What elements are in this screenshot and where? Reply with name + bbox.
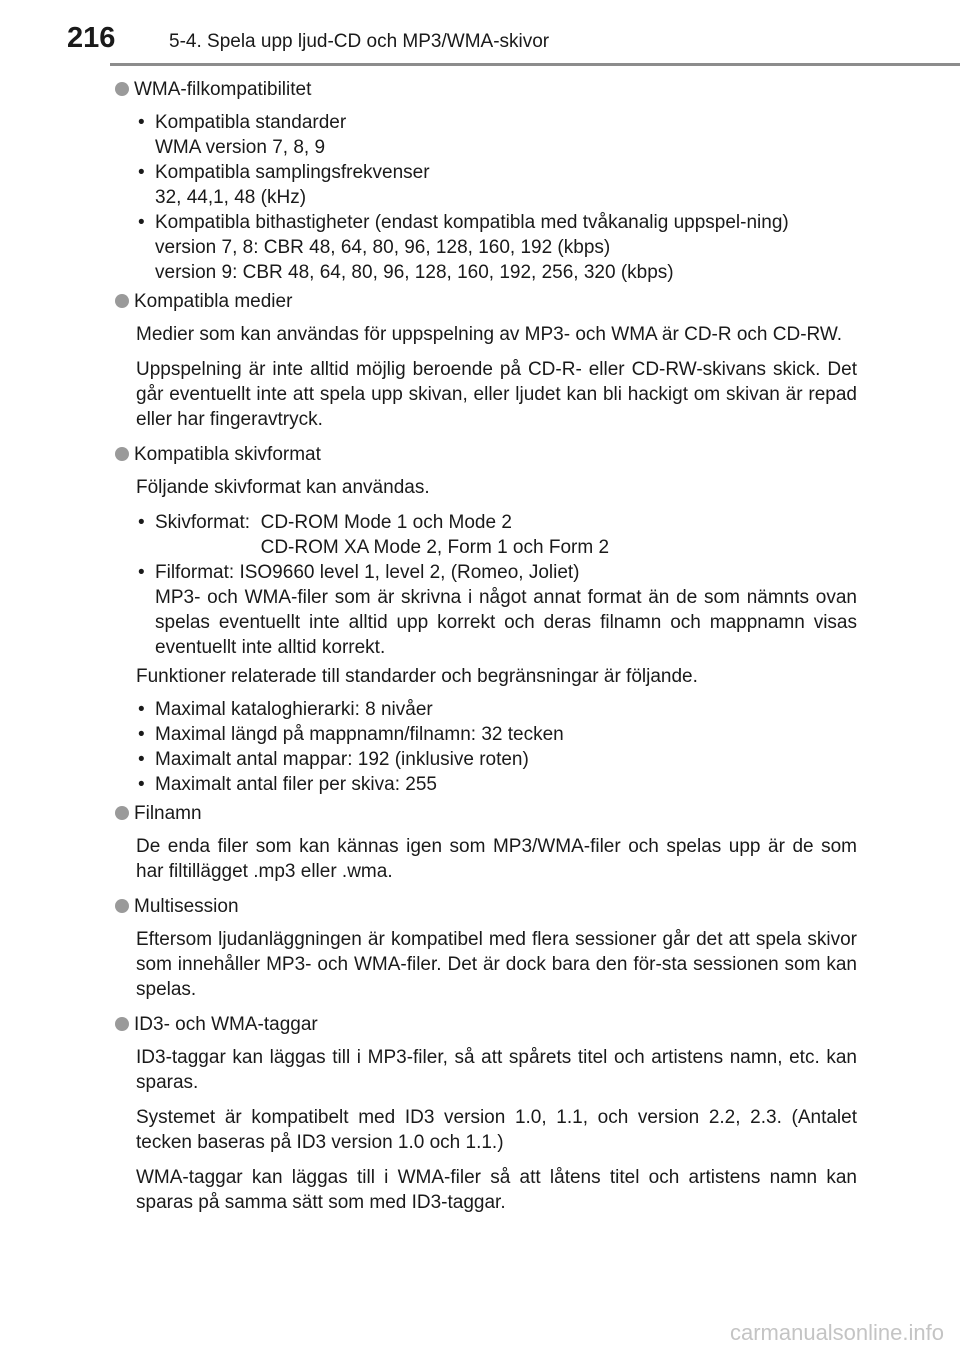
bullet-dot-icon	[115, 82, 129, 96]
section-id3-wma-tags	[112, 1012, 857, 1215]
section-heading: Kompatibla skivformat	[112, 442, 857, 467]
section-heading: Multisession	[112, 894, 857, 919]
bullet-dot-icon	[115, 447, 129, 461]
wma-spec-list	[136, 110, 857, 285]
page-content	[112, 77, 857, 1225]
section-heading: ID3- och WMA-taggar	[112, 1012, 857, 1037]
paragraph: Medier som kan användas för uppspelning av MP3- och WMA är CD-R och CD-RW.	[136, 324, 843, 345]
page-header	[0, 0, 960, 54]
list-item: • Kompatibla standarder WMA version 7, 8, 9	[136, 110, 857, 160]
list-item: • Maximalt antal filer per skiva: 255	[136, 772, 857, 797]
paragraph: Funktioner relaterade till standarder och begränsningar är följande.	[136, 666, 698, 687]
section-heading: Kompatibla medier	[112, 289, 857, 314]
list-item: • Maximal längd på mappnamn/filnamn: 32 tecken	[136, 722, 857, 747]
disc-format-label: • Skivformat:	[155, 512, 251, 533]
paragraph: WMA-taggar kan läggas till i WMA-filer så att låtens titel och artistens namn kan sparas på samma sätt som med ID3-taggar.	[136, 1167, 857, 1213]
list-item	[136, 510, 857, 560]
paragraph: Följande skivformat kan användas.	[136, 477, 430, 498]
disc-format-value: CD-ROM XA Mode 2, Form 1 och Form 2	[260, 537, 610, 558]
list-item: • Maximal kataloghierarki: 8 nivåer	[136, 697, 857, 722]
list-item: • Kompatibla samplingsfrekvenser 32, 44,1, 48 (kHz)	[136, 160, 857, 210]
list-item: • Filformat: ISO9660 level 1, level 2, (Romeo, Joliet) MP3- och WMA-filer som är skrivna i något annat format än de som nämnts ovan spelas eventuellt inte alltid upp korrekt och deras filnamn och mappnamn visas eventuellt inte alltid korrekt.	[136, 560, 857, 660]
format-list	[136, 510, 857, 660]
header-rule	[110, 63, 960, 66]
section-title: 5-4. Spela upp ljud-CD och MP3/WMA-skivor	[169, 31, 550, 52]
bullet-dot-icon	[115, 899, 129, 913]
section-multisession	[112, 894, 857, 1002]
watermark: carmanualsonline.info	[729, 1320, 944, 1345]
paragraph: ID3-taggar kan läggas till i MP3-filer, så att spårets titel och artistens namn, etc. kan sparas.	[136, 1047, 857, 1093]
paragraph: Eftersom ljudanläggningen är kompatibel med flera sessioner går det att spela skivor som innehåller MP3- och WMA-filer. Det är dock bara den för-sta sessionen som kan spelas.	[136, 929, 857, 1000]
bullet-dot-icon	[115, 294, 129, 308]
section-filename	[112, 801, 857, 884]
page-number: 216	[67, 22, 116, 54]
section-compatible-formats	[112, 442, 857, 797]
paragraph: Systemet är kompatibelt med ID3 version 1.0, 1.1, och version 2.2, 2.3. (Antalet tecken baseras på ID3 version 1.0 och 1.1.)	[136, 1107, 857, 1153]
section-wma-compatibility	[112, 77, 857, 285]
list-item: • Maximalt antal mappar: 192 (inklusive roten)	[136, 747, 857, 772]
section-heading: WMA-filkompatibilitet	[112, 77, 857, 102]
list-item: • Kompatibla bithastigheter (endast kompatibla med tvåkanalig uppspel-ning) version 7, 8: CBR 48, 64, 80, 96, 128, 160, 192 (kbps) version 9: CBR 48, 64, 80, 96, 128, 160, 192, 256, 320 (kbps)	[136, 210, 857, 285]
bullet-dot-icon	[115, 806, 129, 820]
section-heading: Filnamn	[112, 801, 857, 826]
section-compatible-media	[112, 289, 857, 432]
disc-format-value: CD-ROM Mode 1 och Mode 2	[260, 512, 512, 533]
limits-list	[136, 697, 857, 797]
bullet-dot-icon	[115, 1017, 129, 1031]
paragraph: Uppspelning är inte alltid möjlig beroende på CD-R- eller CD-RW-skivans skick. Det går eventuellt inte att spela upp skivan, eller ljudet kan bli hackigt om skivan är repad eller har fingeravtryck.	[136, 359, 857, 430]
paragraph: De enda filer som kan kännas igen som MP3/WMA-filer och spelas upp är de som har filtillägget .mp3 eller .wma.	[136, 836, 857, 882]
